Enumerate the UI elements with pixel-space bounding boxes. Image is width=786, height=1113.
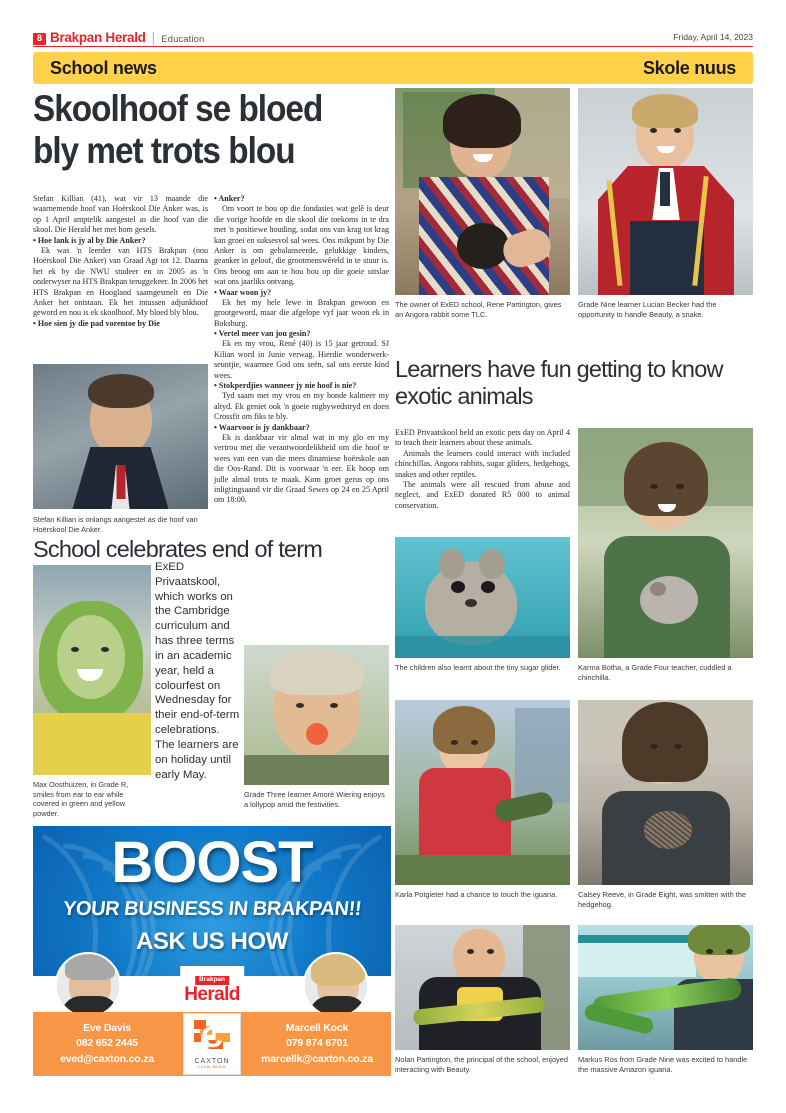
contact-eve-davis <box>33 1021 181 1067</box>
herald-logo-herald: Herald <box>184 984 240 1005</box>
caption-max-oosthuizen: Max Oosthuizen, in Grade R, smiles from ear to ear while covered in green and yellow powder. <box>33 780 129 818</box>
ad-subline-2: ASK US HOW <box>135 928 288 955</box>
page-number: 8 <box>33 33 46 45</box>
paper-name: Brakpan Herald <box>50 29 146 45</box>
paragraph: The animals were all rescued from abuse and neglect, and ExED donated R5 000 to animal conservation. <box>395 479 570 510</box>
contact-email[interactable]: marcellk@caxton.co.za <box>261 1052 373 1065</box>
section-name: Education <box>161 33 205 45</box>
masthead-rule <box>33 46 753 47</box>
photo-rene-partington <box>395 88 570 295</box>
ad-headline: BOOST <box>111 830 313 895</box>
headline-school-celebrates: School celebrates end of term <box>33 536 323 562</box>
paragraph: Stefan Killian (41), wat vir 13 maande die waarnemende hoof van Hoërskool Die Anker was, is op 1 April amptelik aangestel as die hoof van die skool. Die Herald het met hom gesels. <box>33 194 208 235</box>
caption-karma-botha: Karma Botha, a Grade Four teacher, cuddled a chinchilla. <box>578 663 732 682</box>
avatar-eve-davis <box>55 952 121 1018</box>
caption-markus-ros: Markus Ros from Grade Nine was excited to handle the massive Amazon iguana. <box>578 1055 748 1074</box>
photo-karla-potgieter <box>395 700 570 885</box>
caxton-wordmark: CAXTON <box>194 1057 230 1065</box>
pull-text-colourfest: ExED Privaatskool, which works on the Cambridge curriculum and has three terms in an academic year, held a colourfest on Wednesday for their end-of-term celebrations. The learners are on holiday until early May. <box>155 561 240 781</box>
question: • Hoe lank is jy al by Die Anker? <box>33 236 208 246</box>
question: • Stokperdjies wanneer jy nie hoof is nie? <box>214 381 389 391</box>
contact-marcell-kock <box>243 1021 391 1067</box>
headline-exotic-animals: Learners have fun getting to know exotic animals <box>395 356 723 410</box>
contact-phone[interactable]: 082 652 2445 <box>76 1037 138 1050</box>
caption-nolan-partington: Nolan Partington, the principal of the school, enjoyed interacting with Beauty. <box>395 1055 568 1074</box>
caption-sugar-glider: The children also learnt about the tiny sugar glider. <box>395 663 561 672</box>
caption-lucian-becker: Grade Nine learner Lucian Becker had the opportunity to handle Beauty, a snake. <box>578 300 717 319</box>
contact-phone[interactable]: 079 874 6701 <box>286 1037 348 1050</box>
paragraph: Tyd saam met my vrou en my honde kalmeer my altyd. Ek geniet ook 'n goeie rugbywedstryd en doen Crossfit om fiks te bly. <box>214 391 389 422</box>
question: • Hoe sien jy die pad vorentoe by Die <box>33 319 208 329</box>
caption-amore-wiering: Grade Three learner Amoré Wiering enjoys a lollypop amid the festivities. <box>244 790 385 809</box>
paragraph: Ek en my vrou, René (40) is 15 jaar getroud. SJ Kilian word in Junie verwag. Hierdie wonderwerk-seuntjie, waarmee God ons seën, sal ons eerste kind wees. <box>214 339 389 380</box>
paragraph: Animals the learners could interact with included chinchillas, Angora rabbits, sugar gliders, hedgehogs, snakes and other reptiles. <box>395 448 570 479</box>
photo-max-oosthuizen <box>33 565 151 775</box>
caxton-mark-icon <box>194 1020 230 1056</box>
masthead-brand <box>33 29 204 46</box>
caxton-logo <box>183 1013 241 1075</box>
paragraph: Ek het my hele lewe in Brakpan gewoon en grootgeword, maar die afgelope vyf jaar woon ek in Boksburg. <box>214 297 389 328</box>
photo-sugar-glider <box>395 537 570 658</box>
avatar-marcell-kock <box>303 952 369 1018</box>
question-continued: • Anker? <box>214 194 389 204</box>
photo-amore-wiering <box>244 645 389 785</box>
section-banner <box>33 52 753 84</box>
page-title: Skoolhoof se bloed bly met trots blou <box>33 88 323 172</box>
article-exotic-body <box>395 428 570 511</box>
caxton-tagline: LOCAL MEDIA <box>198 1064 226 1069</box>
photo-calsey-reeve <box>578 700 753 885</box>
photo-markus-ros <box>578 925 753 1050</box>
ad-subline-1: YOUR BUSINESS IN BRAKPAN!! <box>61 898 363 920</box>
contact-name: Eve Davis <box>83 1022 131 1035</box>
question: • Waarvoor is jy dankbaar? <box>214 423 389 433</box>
caption-rene-partington: The owner of ExED school, Rene Partington, gives an Angora rabbit some TLC. <box>395 300 562 319</box>
article-main-column-2 <box>214 194 389 506</box>
advertisement-boost[interactable] <box>33 826 391 1076</box>
caption-stefan-killian: Stefan Killian is onlangs aangestel as die hoof van Hoërskool Die Anker. <box>33 515 198 534</box>
question: • Waar woon jy? <box>214 288 389 298</box>
paragraph: Ek was 'n leerder van HTS Brakpan (nou Hoërskool Die Anker) van Graad Agt tot 12. Daarna het ek by die NWU studeer en in 2005 as 'n onderwyser na HTS Brakpan teruggekeer. In 2006 het HTS Brakpan en Hoogland saamgesmelt en Die Anker het ontstaan. Ek het intussen adjunkhoof geword en nou is ek skoolhoof. My bloed bly blou. <box>33 245 208 318</box>
caxton-letter: C <box>201 1020 223 1054</box>
masthead <box>33 26 753 48</box>
contact-name: Marcell Kock <box>285 1022 349 1035</box>
question: • Vertel meer van jou gesin? <box>214 329 389 339</box>
herald-logo-brakpan: Brakpan <box>195 976 229 985</box>
caption-karla-potgieter: Karla Potgieter had a chance to touch the iguana. <box>395 890 558 899</box>
contact-email[interactable]: eved@caxton.co.za <box>60 1052 154 1065</box>
banner-label-afrikaans: Skole nuus <box>642 57 736 78</box>
paragraph: Om voort te bou op die fondasies wat gelê is deur die vorige hoofde en die skool die toekoms in te dra met 'n positiewe houding, sodat ons van krag tot krag kan groei en suksesvol sal wees. Ons mikpunt by Die Anker is om gebalanseerde, gelukkige kinders, geanker in geloof, die grootmenswêreld in te stuur is. Ons beoog om aan te hou bou op die goeie uitslae wat ons jaarliks ontvang. <box>214 204 389 287</box>
issue-date: Friday, April 14, 2023 <box>673 32 753 42</box>
article-main-column-1 <box>33 194 208 329</box>
masthead-divider: | <box>151 28 156 45</box>
caption-calsey-reeve: Calsey Reeve, in Grade Eight, was smitten with the hedgehog. <box>578 890 747 909</box>
paragraph: ExED Privaatskool held an exotic pets day on April 4 to teach their learners about these animals. <box>395 428 570 448</box>
photo-lucian-becker <box>578 88 753 295</box>
paragraph: Ek is dankbaar vir almal wat in my glo en my vertrou met die verantwoordelikheid om die hoof te wees van een van die mees dinamiese hoërskole aan die Oos-Rand. Dit is voorwaar 'n eer. Ek hoop om julle almal trots te maak. Kom groet gerus op ons inligtingsaand vir die Graad Sewes op 24 en 25 April om 18:00. <box>214 432 389 505</box>
photo-nolan-partington <box>395 925 570 1050</box>
photo-karma-botha <box>578 428 753 658</box>
photo-stefan-killian <box>33 364 208 509</box>
ad-contact-bar <box>33 1012 391 1076</box>
banner-label-english: School news <box>50 57 157 78</box>
herald-logo <box>180 966 244 1007</box>
